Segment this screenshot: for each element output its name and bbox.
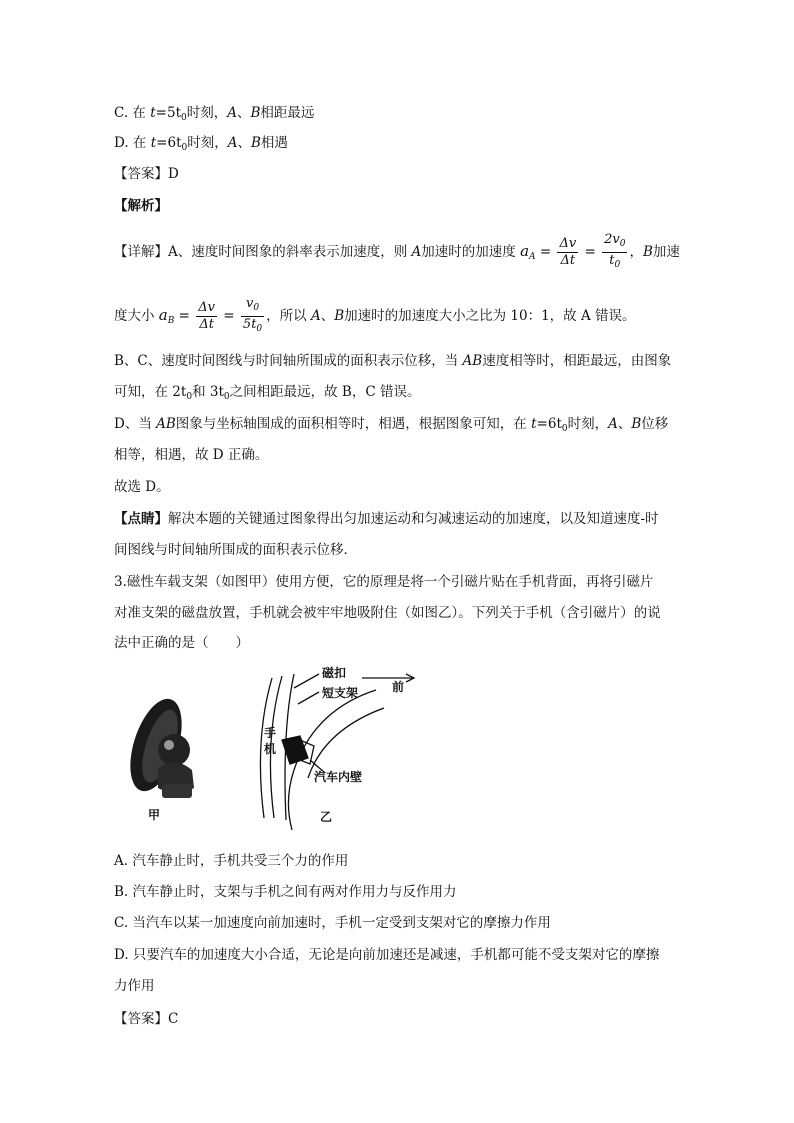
note-line-2: 间图线与时间轴所围成的面积表示位移． [114, 542, 357, 558]
q3-stem-1: 3.磁性车载支架（如图甲）使用方便，它的原理是将一个引磁片贴在手机背面，再将引磁片 [114, 574, 654, 590]
q3-stem-2: 对准支架的磁盘放置，手机就会被牢牢地吸附住（如图乙）。下列关于手机（含引磁片）的说 [114, 605, 661, 621]
q3-option-a: A. 汽车静止时，手机共受三个力的作用 [114, 853, 349, 869]
q3-option-b: B. 汽车静止时，支架与手机之间有两对作用力与反作用力 [114, 884, 457, 900]
option-c-prev: C. 在 $t=5t_0$时刻，A、B相距最远 [114, 105, 315, 123]
detail-line-1: 【详解】A、速度时间图象的斜率表示加速度，则 A加速时的加速度 $a_A$ = $\frac{\Delta v}{\Delta t}$ = $\frac{2v_0}{t_0}$ ，B加速 [114, 232, 680, 276]
note-line-1: 【点睛】解决本题的关键通过图象得出匀加速运动和匀减速运动的加速度，以及知道速度-时 [114, 511, 659, 527]
label-neibi: 汽车内壁 [314, 770, 363, 784]
q3-option-d-1: D. 只要汽车的加速度大小合适，无论是向前加速还是减速，手机都可能不受支架对它的摩擦 [114, 947, 660, 963]
option-d-prev: D. 在 $t=6t_0$时刻，A、B相遇 [114, 135, 288, 153]
label-yi: 乙 [320, 810, 333, 824]
holder-jia-drawing [120, 693, 194, 798]
analysis-heading: 【解析】 [114, 198, 168, 214]
bc-line-1: B、C、速度时间图线与时间轴所围成的面积表示位移，当 AB速度相等时，相距最远，由图象 [114, 353, 672, 369]
label-ji: 机 [264, 742, 277, 756]
magnetic-holder-figure [114, 660, 444, 835]
q3-answer: 【答案】C [114, 1011, 179, 1027]
d-line-1: D、当 AB图象与坐标轴围成的面积相等时，相遇，根据图象可知，在 $t=6t_0$时刻，A、B位移 [114, 416, 669, 434]
label-shou: 手 [264, 726, 277, 740]
fraction-2v0-t0: $\frac{2v_0}{t_0}$ [604, 232, 626, 270]
fraction-dv-dt: $\frac{\Delta v}{\Delta t}$ [559, 236, 577, 268]
label-duanzhijia: 短支架 [322, 686, 359, 700]
q3-option-c: C. 当汽车以某一加速度向前加速时，手机一定受到支架对它的摩擦力作用 [114, 915, 551, 931]
fraction-v0-5t0: $\frac{v_0}{5t_0}$ [242, 296, 263, 334]
detail-line-2: 度大小 $a_B$ = $\frac{\Delta v}{\Delta t}$ = $\frac{v_0}{5t_0}$ ，所以 A、B加速时的加速度大小之比为 10：1，故 A 错误。 [114, 296, 636, 340]
label-cikou: 磁扣 [322, 666, 347, 680]
q3-stem-3: 法中正确的是（ ） [114, 635, 249, 651]
bc-line-2: 可知，在 $2t_0$和 $3t_0$之间相距最远，故 B，C 错误。 [114, 384, 421, 402]
d-line-2: 相等，相遇，故 D 正确。 [114, 447, 269, 463]
answer-prev: 【答案】D [114, 166, 179, 182]
q3-option-d-2: 力作用 [114, 978, 155, 994]
fraction-dv-dt-2: $\frac{\Delta v}{\Delta t}$ [198, 300, 216, 332]
label-qian: 前 [392, 680, 405, 694]
choose-line: 故选 D。 [114, 479, 170, 495]
label-jia: 甲 [148, 808, 161, 822]
